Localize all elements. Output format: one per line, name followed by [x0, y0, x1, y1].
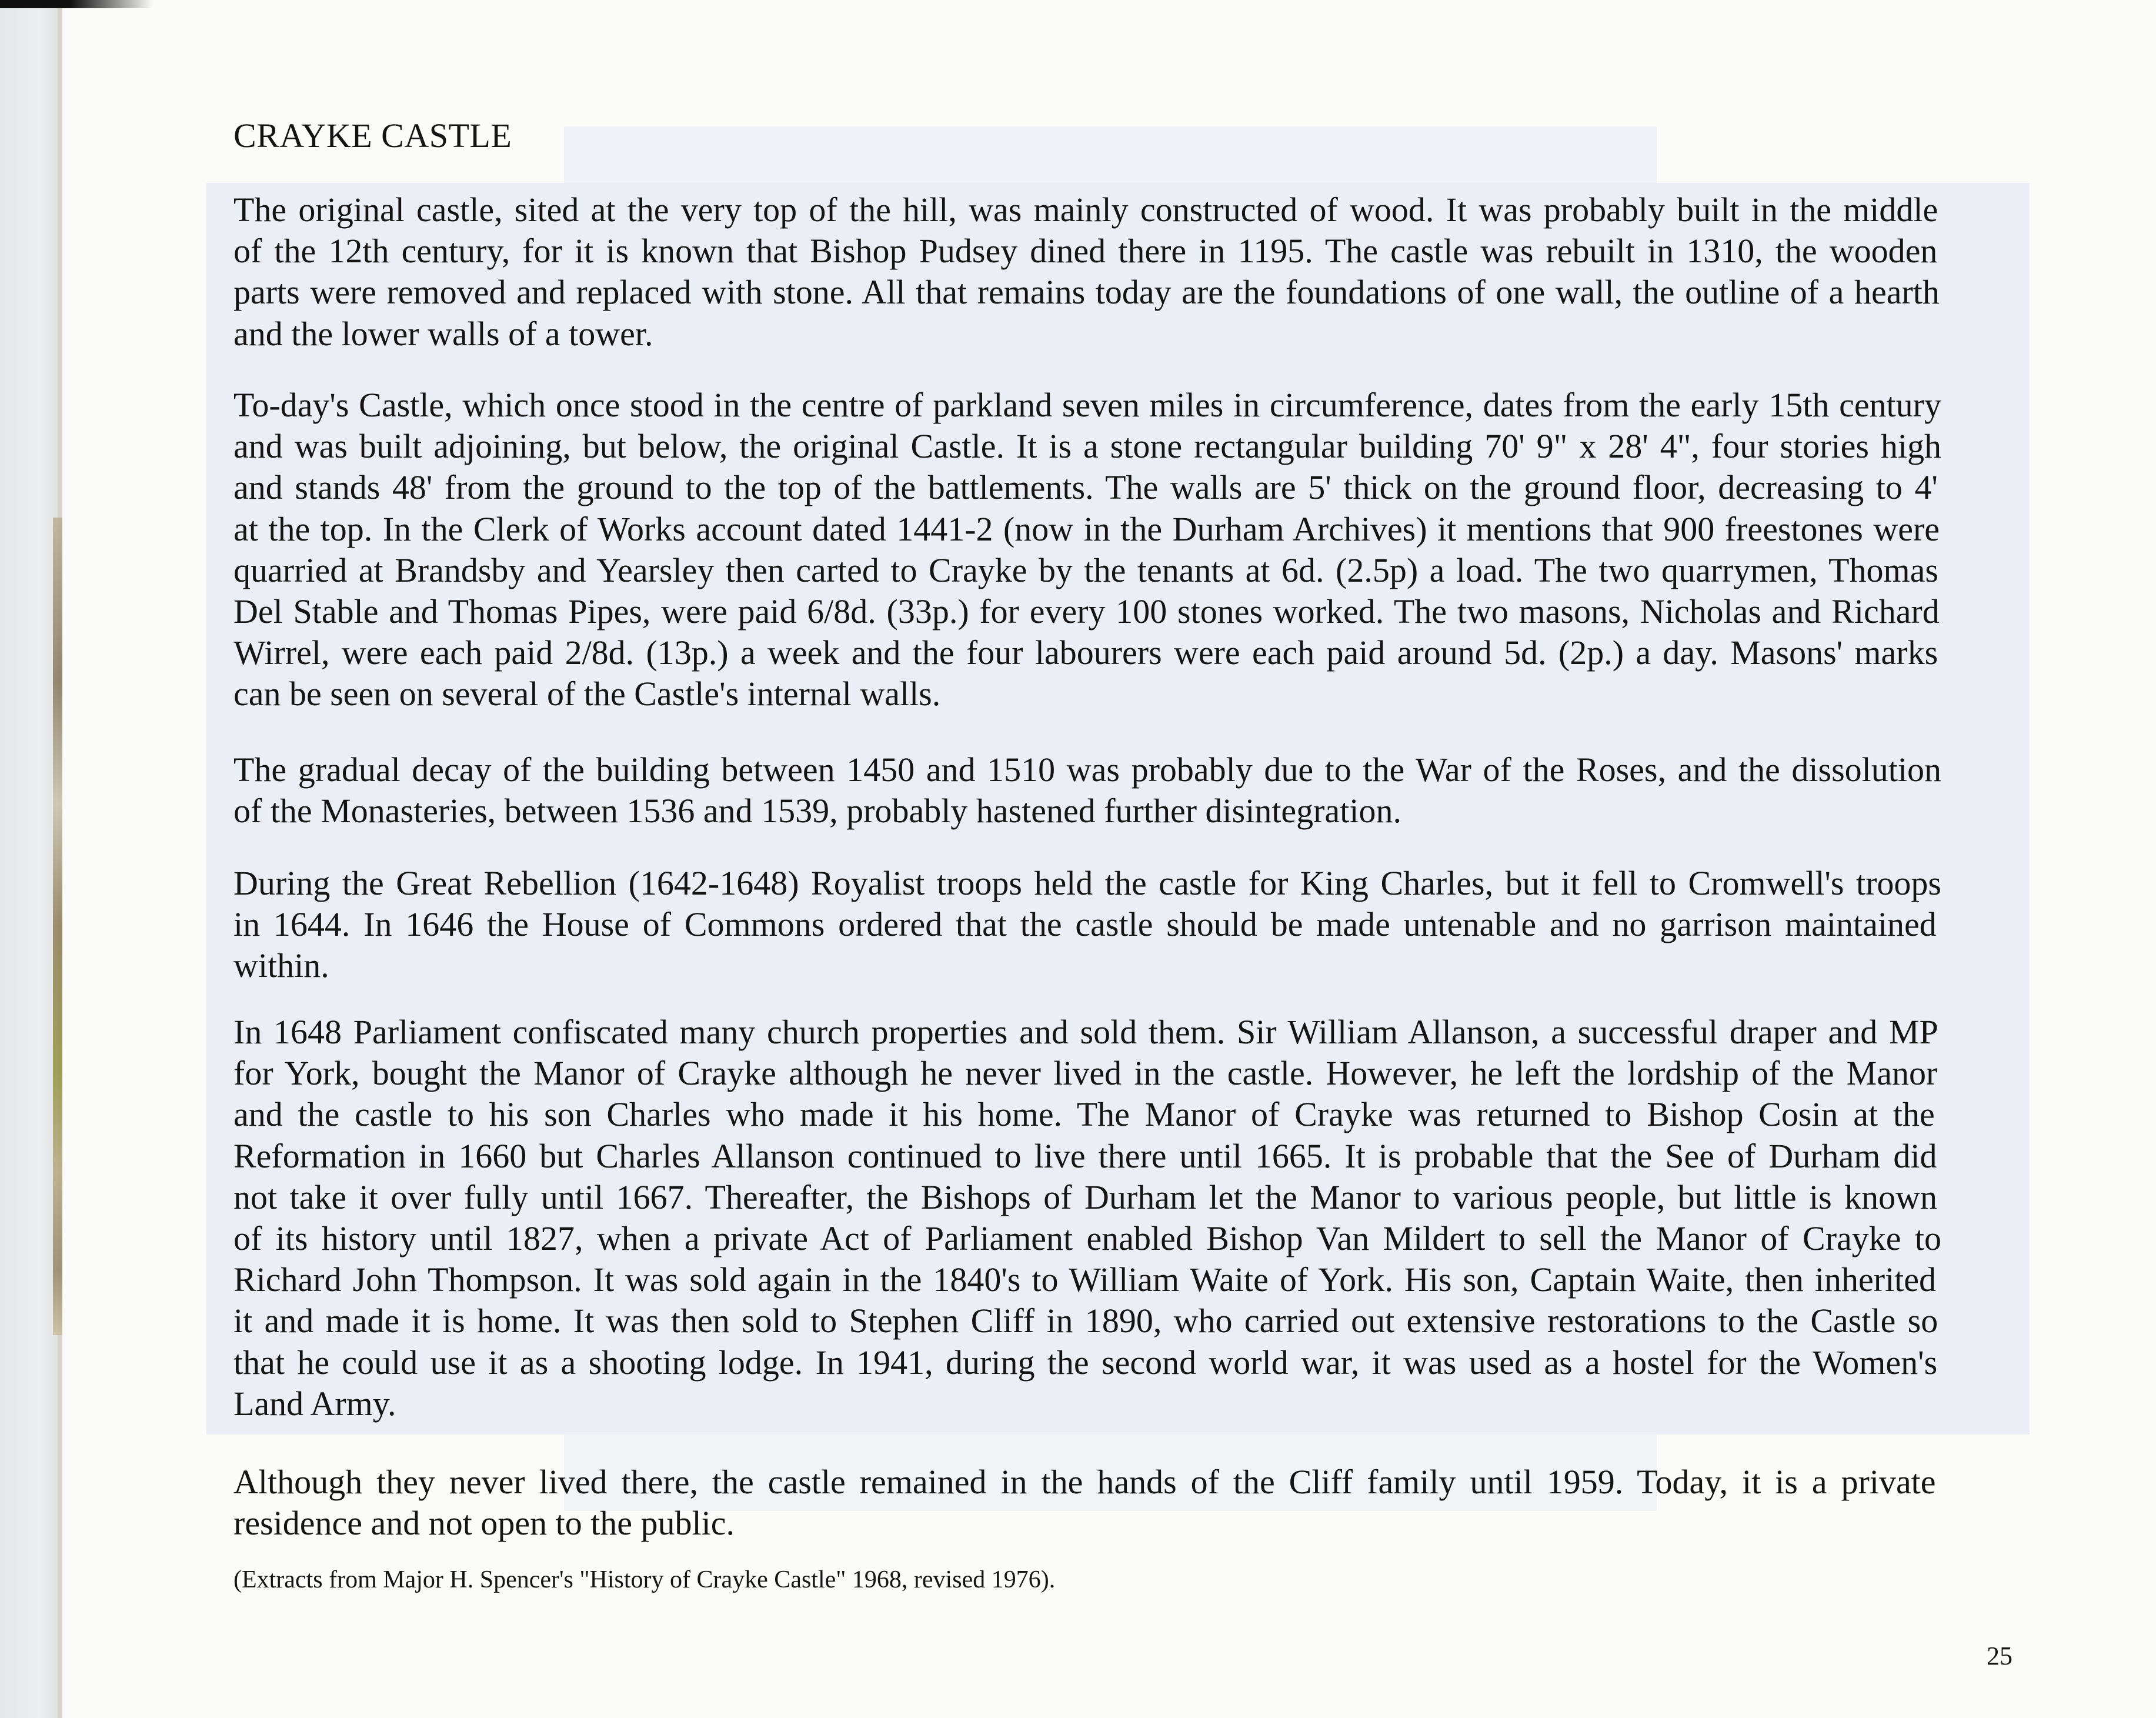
text-line: Richard John Thompson. It was sold again in the 1840's to William Waite of York. His son, Captain Waite, then inherited: [233, 1260, 1937, 1299]
text-line: and the castle to his son Charles who made it his home. The Manor of Crayke was returned to Bishop Cosin at the: [233, 1095, 1935, 1134]
text-line: of the Monasteries, between 1536 and 1539, probably hastened further disintegration.: [233, 792, 1401, 830]
text-line: at the top. In the Clerk of Works account dated 1441-2 (now in the Durham Archives) it mentions that 900 freestones were: [233, 509, 1940, 548]
paragraph-great-rebellion: [233, 863, 1941, 987]
text-line: and was built adjoining, but below, the original Castle. It is a stone rectangular building 70' 9" x 28' 4", four stories high: [233, 427, 1941, 466]
paragraph-original-castle: [233, 189, 1941, 355]
text-line: in 1644. In 1646 the House of Commons ordered that the castle should be made untenable and no garrison maintained: [233, 905, 1937, 944]
page-number: 25: [1987, 1642, 2013, 1670]
scan-corner-shadow: [0, 0, 2156, 8]
page-title: CRAYKE CASTLE: [233, 116, 512, 155]
paragraph-gradual-decay: [233, 749, 1941, 832]
source-citation: (Extracts from Major H. Spencer's "History of Crayke Castle" 1968, revised 1976).: [233, 1566, 1056, 1593]
text-line: During the Great Rebellion (1642-1648) Royalist troops held the castle for King Charles, but it fell to Cromwell's troops: [233, 864, 1941, 902]
paragraph-todays-castle: [233, 385, 1941, 715]
text-line: parts were removed and replaced with stone. All that remains today are the foundations of one wall, the outline of a hearth: [233, 273, 1940, 312]
text-line: Del Stable and Thomas Pipes, were paid 6/8d. (33p.) for every 100 stones worked. The two masons, Nicholas and Richard: [233, 592, 1940, 631]
text-line: of the 12th century, for it is known that Bishop Pudsey dined there in 1195. The castle was rebuilt in 1310, the wooden: [233, 232, 1938, 271]
paragraph-cliff-family: [233, 1462, 1941, 1544]
text-line: residence and not open to the public.: [233, 1504, 735, 1543]
text-line: and stands 48' from the ground to the top of the battlements. The walls are 5' thick on the ground floor, decreasing to 4': [233, 468, 1938, 507]
text-line: can be seen on several of the Castle's internal walls.: [233, 675, 941, 713]
text-line: not take it over fully until 1667. Thereafter, the Bishops of Durham let the Manor to various people, but little is known: [233, 1177, 1938, 1216]
text-line: In 1648 Parliament confiscated many church properties and sold them. Sir William Allanson, a successful draper and MP: [233, 1013, 1938, 1051]
text-line: of its history until 1827, when a private Act of Parliament enabled Bishop Van Mildert to sell the Manor of Crayke to: [233, 1219, 1941, 1257]
text-line: that he could use it as a shooting lodge. In 1941, during the second world war, it was used as a hostel for the Women's: [233, 1343, 1938, 1382]
text-line: The original castle, sited at the very top of the hill, was mainly constructed of wood. It was probably built in the middle: [233, 191, 1938, 229]
paragraph-parliament-1648: [233, 1012, 1941, 1425]
text-line: Reformation in 1660 but Charles Allanson continued to live there until 1665. It is probable that the See of Durham did: [233, 1136, 1937, 1175]
text-line: Land Army.: [233, 1384, 396, 1423]
text-line: quarried at Brandsby and Yearsley then carted to Crayke by the tenants at 6d. (2.5p) a load. The two quarrymen, Thomas: [233, 551, 1938, 589]
text-line: for York, bought the Manor of Crayke although he never lived in the castle. However, he left the lordship of the Manor: [233, 1054, 1938, 1093]
text-line: within.: [233, 946, 329, 985]
text-line: it and made it is home. It was then sold to Stephen Cliff in 1890, who carried out extensive restorations to the Castle so: [233, 1302, 1938, 1340]
text-line: and the lower walls of a tower.: [233, 314, 653, 353]
facing-page-edge: [0, 0, 58, 1718]
text-line: Wirrel, were each paid 2/8d. (13p.) a week and the four labourers were each paid around 5d. (2p.) a day. Masons' marks: [233, 633, 1938, 672]
text-line: Although they never lived there, the castle remained in the hands of the Cliff family until 1959. Today, it is a private: [233, 1463, 1936, 1501]
text-line: The gradual decay of the building between 1450 and 1510 was probably due to the War of the Roses, and the dissolution: [233, 750, 1941, 789]
text-line: To-day's Castle, which once stood in the centre of parkland seven miles in circumference, dates from the early 15th century: [233, 386, 1941, 424]
facing-page-photo-edge: [53, 518, 62, 1335]
